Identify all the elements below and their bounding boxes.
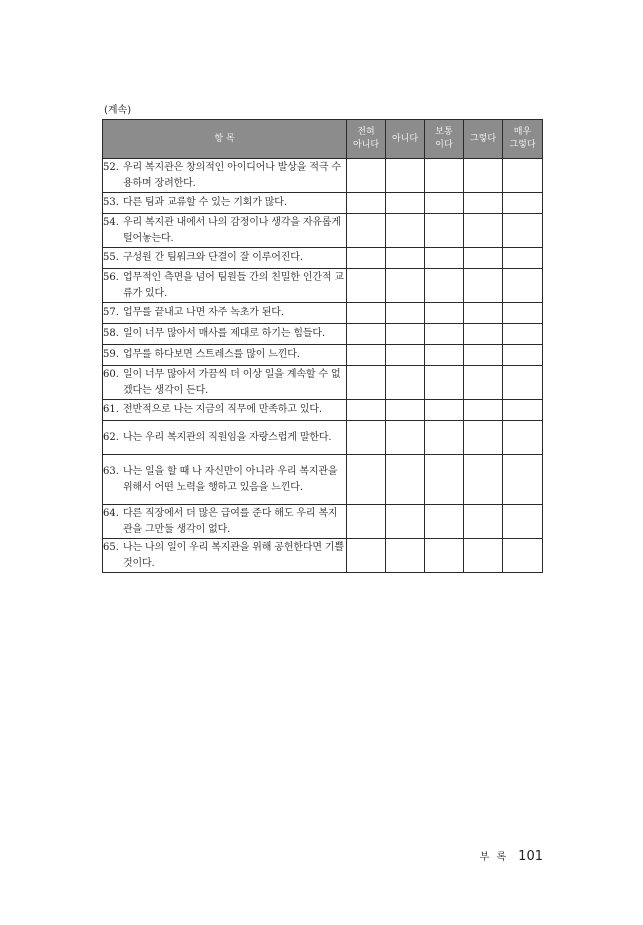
item-number: 65. xyxy=(103,542,119,553)
item-text: 업무를 끝내고 나면 자주 녹초가 된다. xyxy=(123,307,284,319)
survey-body xyxy=(103,159,543,573)
response-cell[interactable] xyxy=(386,345,425,366)
response-cell[interactable] xyxy=(503,248,543,269)
table-row xyxy=(103,193,543,214)
item-text: 나는 우리 복지관의 직원임을 자랑스럽게 말한다. xyxy=(123,431,332,443)
response-cell[interactable] xyxy=(386,366,425,400)
response-cell[interactable] xyxy=(464,539,503,573)
table-row xyxy=(103,366,543,400)
header-option-label: 보통 이다 xyxy=(435,127,453,150)
item-number: 57. xyxy=(103,307,119,319)
response-cell[interactable] xyxy=(503,345,543,366)
response-cell[interactable] xyxy=(503,505,543,539)
table-row xyxy=(103,539,543,573)
response-cell[interactable] xyxy=(503,366,543,400)
response-cell[interactable] xyxy=(425,400,464,421)
response-cell[interactable] xyxy=(464,345,503,366)
response-cell[interactable] xyxy=(386,248,425,269)
response-cell[interactable] xyxy=(503,421,543,455)
survey-item-content xyxy=(103,402,346,418)
table-row xyxy=(103,345,543,366)
response-cell[interactable] xyxy=(425,455,464,505)
response-cell[interactable] xyxy=(464,400,503,421)
survey-item-content xyxy=(103,540,346,571)
response-cell[interactable] xyxy=(464,248,503,269)
response-cell[interactable] xyxy=(425,303,464,324)
item-number: 59. xyxy=(103,349,119,361)
response-cell[interactable] xyxy=(425,324,464,345)
response-cell[interactable] xyxy=(386,269,425,303)
table-row xyxy=(103,324,543,345)
item-text: 다른 직장에서 더 많은 급여를 준다 해도 우리 복지관을 그만둘 생각이 없다. xyxy=(123,508,338,535)
survey-item xyxy=(103,269,347,303)
item-text: 다른 팀과 교류할 수 있는 기회가 많다. xyxy=(123,197,287,209)
response-cell[interactable] xyxy=(425,269,464,303)
response-cell[interactable] xyxy=(464,269,503,303)
survey-item-content xyxy=(103,195,346,211)
survey-item-content xyxy=(103,506,346,537)
response-cell[interactable] xyxy=(347,455,386,505)
response-cell[interactable] xyxy=(347,214,386,248)
survey-table xyxy=(102,119,543,573)
header-option-label: 매우 그렇다 xyxy=(509,127,536,150)
response-cell[interactable] xyxy=(347,345,386,366)
table-row xyxy=(103,400,543,421)
response-cell[interactable] xyxy=(347,269,386,303)
response-cell[interactable] xyxy=(503,400,543,421)
response-cell[interactable] xyxy=(425,248,464,269)
survey-item xyxy=(103,324,347,345)
response-cell[interactable] xyxy=(464,159,503,193)
response-cell[interactable] xyxy=(386,421,425,455)
survey-item xyxy=(103,303,347,324)
response-cell[interactable] xyxy=(425,366,464,400)
response-cell[interactable] xyxy=(464,193,503,214)
item-text: 일이 너무 많아서 가끔씩 더 이상 일을 계속할 수 없겠다는 생각이 든다. xyxy=(123,369,341,396)
header-option xyxy=(347,120,386,159)
response-cell[interactable] xyxy=(503,159,543,193)
response-cell[interactable] xyxy=(347,193,386,214)
item-number: 55. xyxy=(103,252,119,264)
item-text: 나는 나의 일이 우리 복지관을 위해 공헌한다면 기쁠 것이다. xyxy=(123,542,344,569)
table-header-row xyxy=(103,120,543,159)
header-option xyxy=(464,120,503,159)
item-number: 54. xyxy=(103,217,119,228)
survey-item xyxy=(103,159,347,193)
response-cell[interactable] xyxy=(464,455,503,505)
page-footer xyxy=(480,848,543,864)
response-cell[interactable] xyxy=(464,505,503,539)
response-cell[interactable] xyxy=(347,248,386,269)
response-cell[interactable] xyxy=(425,214,464,248)
survey-item xyxy=(103,248,347,269)
table-row xyxy=(103,505,543,539)
response-cell[interactable] xyxy=(425,421,464,455)
item-number: 58. xyxy=(103,328,119,340)
item-number: 61. xyxy=(103,404,119,416)
item-text: 우리 복지관은 창의적인 아이디어나 발상을 적극 수용하며 장려한다. xyxy=(123,162,341,189)
table-row xyxy=(103,248,543,269)
survey-item xyxy=(103,214,347,248)
survey-item-content xyxy=(103,464,346,495)
response-cell[interactable] xyxy=(347,539,386,573)
survey-item-content xyxy=(103,430,346,446)
response-cell[interactable] xyxy=(386,324,425,345)
response-cell[interactable] xyxy=(464,303,503,324)
item-text: 우리 복지관 내에서 나의 감정이나 생각을 자유롭게 털어놓는다. xyxy=(123,217,341,244)
item-text: 일이 너무 많아서 매사를 제대로 하기는 힘들다. xyxy=(123,328,325,340)
header-option-label: 전혀 아니다 xyxy=(352,127,380,150)
table-row xyxy=(103,159,543,193)
table-row xyxy=(103,269,543,303)
response-cell[interactable] xyxy=(503,324,543,345)
response-cell[interactable] xyxy=(464,214,503,248)
response-cell[interactable] xyxy=(347,303,386,324)
response-cell[interactable] xyxy=(386,159,425,193)
item-number: 56. xyxy=(103,272,119,283)
table-row xyxy=(103,421,543,455)
table-row xyxy=(103,214,543,248)
survey-item-content xyxy=(103,305,346,321)
response-cell[interactable] xyxy=(386,193,425,214)
response-cell[interactable] xyxy=(503,269,543,303)
response-cell[interactable] xyxy=(347,366,386,400)
response-cell[interactable] xyxy=(425,539,464,573)
header-option-label: 아니다 xyxy=(391,133,419,144)
response-cell[interactable] xyxy=(386,539,425,573)
response-cell[interactable] xyxy=(386,303,425,324)
table-row xyxy=(103,303,543,324)
item-text: 업무적인 측면을 넘어 팀원들 간의 친밀한 인간적 교류가 있다. xyxy=(123,272,344,299)
response-cell[interactable] xyxy=(425,345,464,366)
survey-item xyxy=(103,193,347,214)
response-cell[interactable] xyxy=(347,505,386,539)
response-cell[interactable] xyxy=(464,366,503,400)
survey-item xyxy=(103,455,347,505)
response-cell[interactable] xyxy=(503,303,543,324)
response-cell[interactable] xyxy=(503,214,543,248)
page-number: 101 xyxy=(518,849,543,864)
survey-item-content xyxy=(103,160,346,191)
response-cell[interactable] xyxy=(464,324,503,345)
item-number: 62. xyxy=(103,431,119,443)
item-number: 53. xyxy=(103,197,119,209)
survey-item-content xyxy=(103,250,346,266)
response-cell[interactable] xyxy=(347,421,386,455)
item-text: 나는 일을 할 때 나 자신만이 아니라 우리 복지관을 위해서 어떤 노력을 행하고 있음을 느낀다. xyxy=(123,466,338,493)
response-cell[interactable] xyxy=(425,159,464,193)
footer-section-label: 부 록 xyxy=(479,852,509,863)
header-option xyxy=(425,120,464,159)
response-cell[interactable] xyxy=(347,400,386,421)
item-number: 63. xyxy=(103,466,119,477)
survey-item xyxy=(103,505,347,539)
continuation-label: (계속) xyxy=(104,105,132,116)
response-cell[interactable] xyxy=(386,400,425,421)
response-cell[interactable] xyxy=(347,324,386,345)
survey-item-content xyxy=(103,270,346,301)
response-cell[interactable] xyxy=(425,193,464,214)
survey-item-content xyxy=(103,326,346,342)
header-option-label: 그렇다 xyxy=(469,133,497,144)
survey-item-content xyxy=(103,347,346,363)
survey-item xyxy=(103,345,347,366)
item-number: 64. xyxy=(103,508,119,519)
response-cell[interactable] xyxy=(503,193,543,214)
survey-item xyxy=(103,366,347,400)
survey-item xyxy=(103,400,347,421)
response-cell[interactable] xyxy=(386,214,425,248)
survey-item xyxy=(103,421,347,455)
table-row xyxy=(103,455,543,505)
response-cell[interactable] xyxy=(464,421,503,455)
response-cell[interactable] xyxy=(503,539,543,573)
response-cell[interactable] xyxy=(386,455,425,505)
survey-item xyxy=(103,539,347,573)
response-cell[interactable] xyxy=(386,505,425,539)
item-text: 구성원 간 팀워크와 단결이 잘 이루어진다. xyxy=(123,252,303,264)
survey-item-content xyxy=(103,215,346,246)
item-text: 업무를 하다보면 스트레스를 많이 느낀다. xyxy=(123,349,300,361)
item-number: 52. xyxy=(103,162,119,173)
header-option xyxy=(386,120,425,159)
response-cell[interactable] xyxy=(347,159,386,193)
response-cell[interactable] xyxy=(503,455,543,505)
header-item: 항 목 xyxy=(103,120,347,159)
header-option xyxy=(503,120,543,159)
survey-item-content xyxy=(103,367,346,398)
response-cell[interactable] xyxy=(425,505,464,539)
item-text: 전반적으로 나는 지금의 직무에 만족하고 있다. xyxy=(123,404,322,416)
item-number: 60. xyxy=(103,369,119,380)
